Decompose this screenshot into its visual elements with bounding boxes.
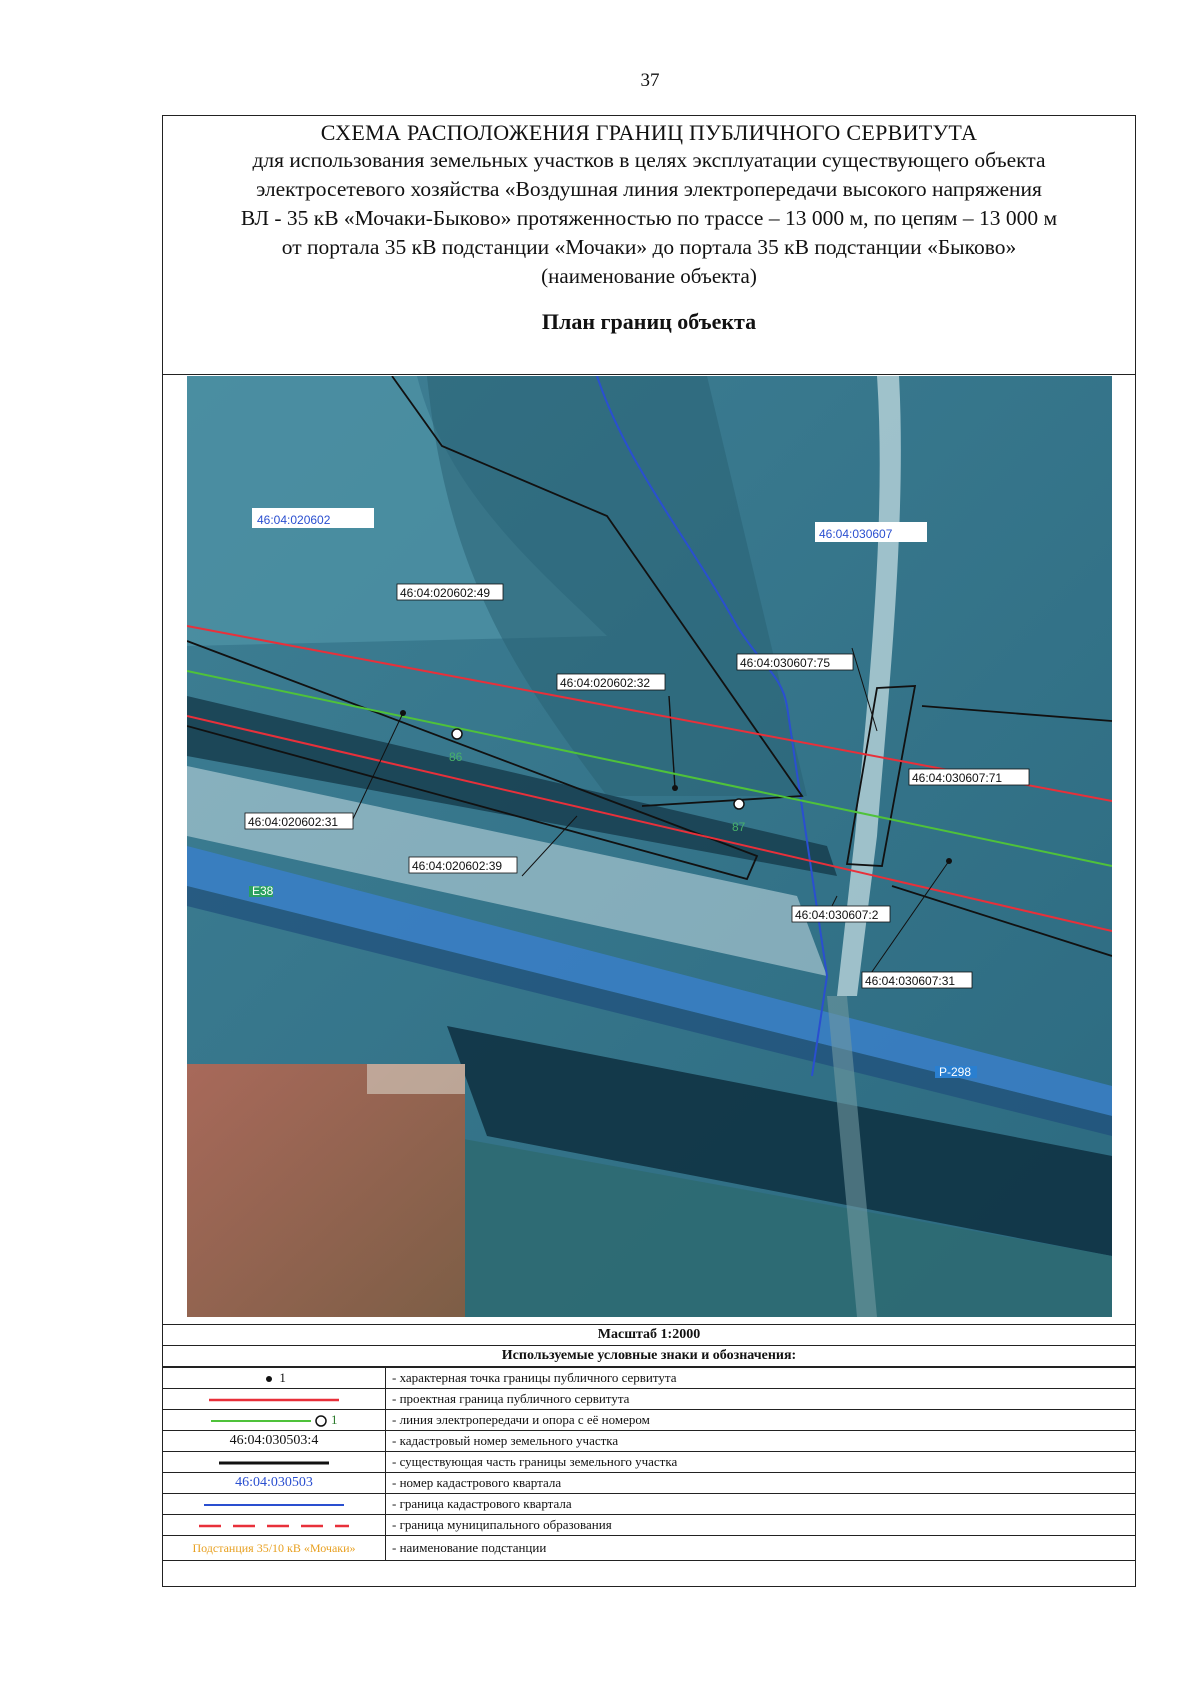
title-line-4: от портала 35 кВ подстанции «Мочаки» до портала 35 кВ подстанции «Быково» <box>281 235 1017 259</box>
legend-row-quarter-border <box>163 1494 1135 1515</box>
parcel-label-020602-49 <box>397 584 503 600</box>
svg-text:E38: E38 <box>252 884 274 898</box>
dashed-red-line-icon <box>199 1521 349 1531</box>
road-sign-e38 <box>249 884 274 898</box>
legend-text: - граница муниципального образования <box>386 1515 1136 1536</box>
legend-row-servitude <box>163 1389 1135 1410</box>
green-line-icon <box>211 1416 311 1426</box>
title-line-3: ВЛ - 35 кВ «Мочаки-Быково» протяженностью по трассе – 13 000 м, по цепям – 13 000 м <box>240 206 1058 230</box>
scheme-title: СХЕМА РАСПОЛОЖЕНИЯ ГРАНИЦ ПУБЛИЧНОГО СЕРВИТУТА <box>320 120 978 145</box>
legend-text: - наименование подстанции <box>386 1536 1136 1561</box>
legend-row-char-point <box>163 1368 1135 1389</box>
scheme-frame <box>162 115 1136 1587</box>
svg-text:46:04:020602:49: 46:04:020602:49 <box>400 586 491 600</box>
svg-text:46:04:030607:75: 46:04:030607:75 <box>740 656 831 670</box>
legend-symbol-servitude <box>163 1389 386 1410</box>
quarter-label-020602 <box>252 508 374 528</box>
legend-text: - кадастровый номер земельного участка <box>386 1431 1136 1452</box>
svg-text:46:04:030607:31: 46:04:030607:31 <box>865 974 956 988</box>
legend-symbol-municipal-border <box>163 1515 386 1536</box>
photo-inset-haze <box>367 1064 465 1094</box>
legend-row-quarter-number <box>163 1473 1135 1494</box>
svg-text:46:04:020602: 46:04:020602 <box>257 513 331 527</box>
plan-heading: План границ объекта <box>541 309 757 334</box>
parcel-label-020602-31 <box>245 813 353 829</box>
legend-row-substation <box>163 1536 1135 1561</box>
legend-text: - существующая часть границы земельного участка <box>386 1452 1136 1473</box>
legend <box>163 1324 1135 1561</box>
legend-symbol-power-line: 1 <box>163 1410 386 1431</box>
satellite-map[interactable] <box>187 376 1112 1317</box>
legend-row-parcel-border <box>163 1452 1135 1473</box>
parcel-label-020602-39 <box>409 857 517 873</box>
svg-text:46:04:030607:71: 46:04:030607:71 <box>912 771 1003 785</box>
pole-87-number: 87 <box>732 820 746 834</box>
pole-icon <box>314 1414 328 1428</box>
parcel-label-030607-2 <box>792 906 890 922</box>
title-line-1: для использования земельных участков в целях эксплуатации существующего объекта <box>252 148 1046 172</box>
legend-symbol-char-point: 1 <box>163 1368 386 1389</box>
legend-text: - характерная точка границы публичного сервитута <box>386 1368 1136 1389</box>
legend-row-municipal-border <box>163 1515 1135 1536</box>
svg-text:P-298: P-298 <box>939 1065 972 1079</box>
svg-text:46:04:020602:32: 46:04:020602:32 <box>560 676 651 690</box>
legend-text: - проектная граница публичного сервитута <box>386 1389 1136 1410</box>
black-line-icon <box>219 1459 329 1467</box>
legend-text: - граница кадастрового квартала <box>386 1494 1136 1515</box>
legend-row-power-line <box>163 1410 1135 1431</box>
legend-symbol-substation: Подстанция 35/10 кВ «Мочаки» <box>163 1536 386 1561</box>
legend-symbol-quarter-number: 46:04:030503 <box>163 1473 386 1494</box>
title-line-2: электросетевого хозяйства «Воздушная линия электропередачи высокого напряжения <box>256 177 1042 201</box>
title-block <box>163 116 1135 375</box>
legend-heading: Используемые условные знаки и обозначения: <box>163 1346 1135 1367</box>
quarter-label-030607 <box>815 522 927 542</box>
parcel-label-020602-32 <box>557 674 665 690</box>
svg-text:46:04:030607: 46:04:030607 <box>819 527 893 541</box>
legend-row-parcel-number <box>163 1431 1135 1452</box>
scale-label: Масштаб 1:2000 <box>163 1325 1135 1346</box>
char-point-2 <box>672 785 678 791</box>
parcel-label-030607-71 <box>909 769 1029 785</box>
red-line-icon <box>209 1396 339 1404</box>
photo-inset <box>187 1064 465 1317</box>
point-icon <box>262 1373 276 1385</box>
blue-line-icon <box>204 1501 344 1509</box>
svg-text:46:04:030607:2: 46:04:030607:2 <box>795 908 879 922</box>
road-sign-p298 <box>935 1065 977 1079</box>
parcel-label-030607-31 <box>862 972 972 988</box>
legend-symbol-parcel-border <box>163 1452 386 1473</box>
pole-86-number: 86 <box>449 750 463 764</box>
legend-text: - номер кадастрового квартала <box>386 1473 1136 1494</box>
legend-symbol-parcel-number: 46:04:030503:4 <box>163 1431 386 1452</box>
svg-text:46:04:020602:39: 46:04:020602:39 <box>412 859 503 873</box>
page-number: 37 <box>640 70 660 91</box>
svg-text:46:04:020602:31: 46:04:020602:31 <box>248 815 339 829</box>
object-caption: (наименование объекта) <box>541 264 757 288</box>
legend-text: - линия электропередачи и опора с её номером <box>386 1410 1136 1431</box>
legend-symbol-quarter-border <box>163 1494 386 1515</box>
legend-table <box>163 1367 1135 1561</box>
parcel-label-030607-75 <box>737 654 853 670</box>
